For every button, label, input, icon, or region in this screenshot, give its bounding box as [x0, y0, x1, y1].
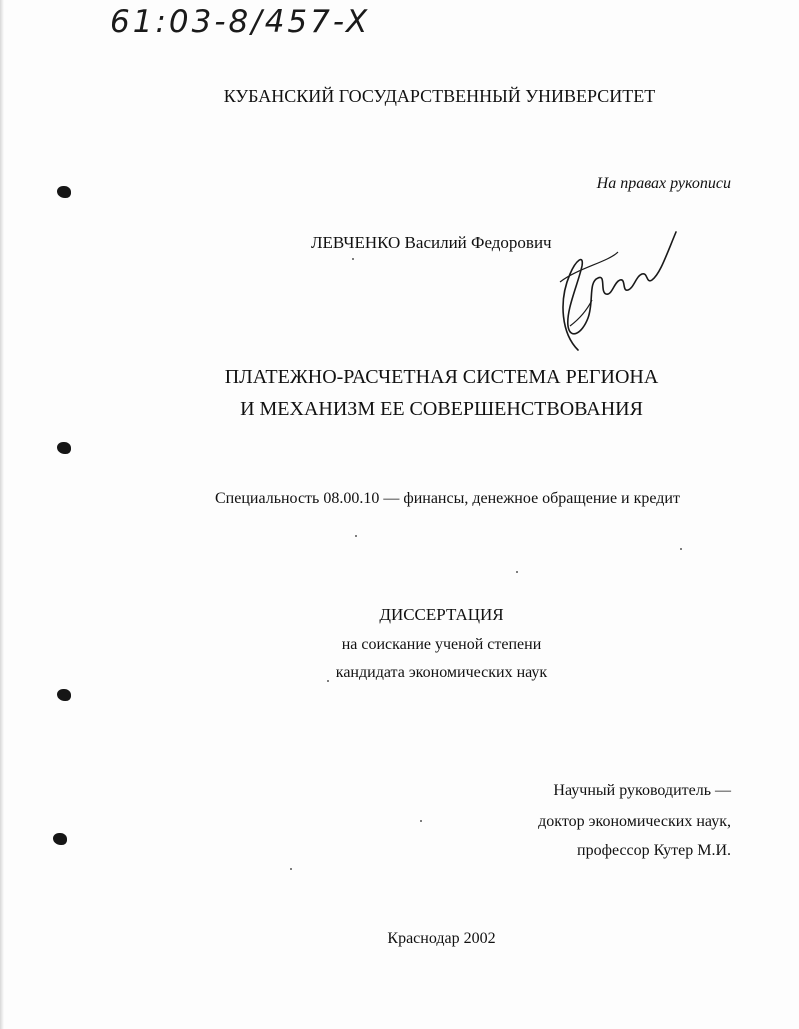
degree-line-1: на соискание ученой степени: [341, 636, 542, 653]
city-year: Краснодар 2002: [387, 930, 496, 947]
scan-speck: [290, 868, 292, 870]
dissertation-title-line-1: ПЛАТЕЖНО-РАСЧЕТНАЯ СИСТЕМА РЕГИОНА: [224, 366, 659, 388]
specialty-line: Специальность 08.00.10 — финансы, денежное обращение и кредит: [215, 490, 680, 507]
supervisor-line-3: профессор Кутер М.И.: [577, 842, 731, 859]
scan-speck: [327, 680, 329, 682]
dissertation-title-line-2: И МЕХАНИЗМ ЕЕ СОВЕРШЕНСТВОВАНИЯ: [240, 398, 643, 420]
punch-hole: [53, 833, 67, 845]
scan-speck: [352, 258, 354, 260]
scan-edge: [0, 0, 4, 1029]
degree-line-2: кандидата экономических наук: [335, 664, 548, 681]
punch-hole: [57, 689, 71, 701]
archive-number: 61:03-8/457-X: [110, 4, 371, 40]
supervisor-line-1: Научный руководитель —: [553, 782, 731, 799]
author-name: ЛЕВЧЕНКО Василий Федорович: [311, 233, 552, 252]
work-type: ДИССЕРТАЦИЯ: [379, 605, 504, 624]
punch-hole: [57, 442, 71, 454]
scan-speck: [680, 548, 682, 550]
supervisor-line-2: доктор экономических наук,: [538, 813, 731, 830]
scan-speck: [355, 535, 357, 537]
scan-speck: [516, 571, 518, 573]
punch-hole: [57, 186, 71, 198]
university-name: КУБАНСКИЙ ГОСУДАРСТВЕННЫЙ УНИВЕРСИТЕТ: [223, 86, 656, 106]
signature-image: [548, 222, 688, 362]
scan-speck: [420, 820, 422, 822]
rights-note: На правах рукописи: [596, 175, 731, 192]
